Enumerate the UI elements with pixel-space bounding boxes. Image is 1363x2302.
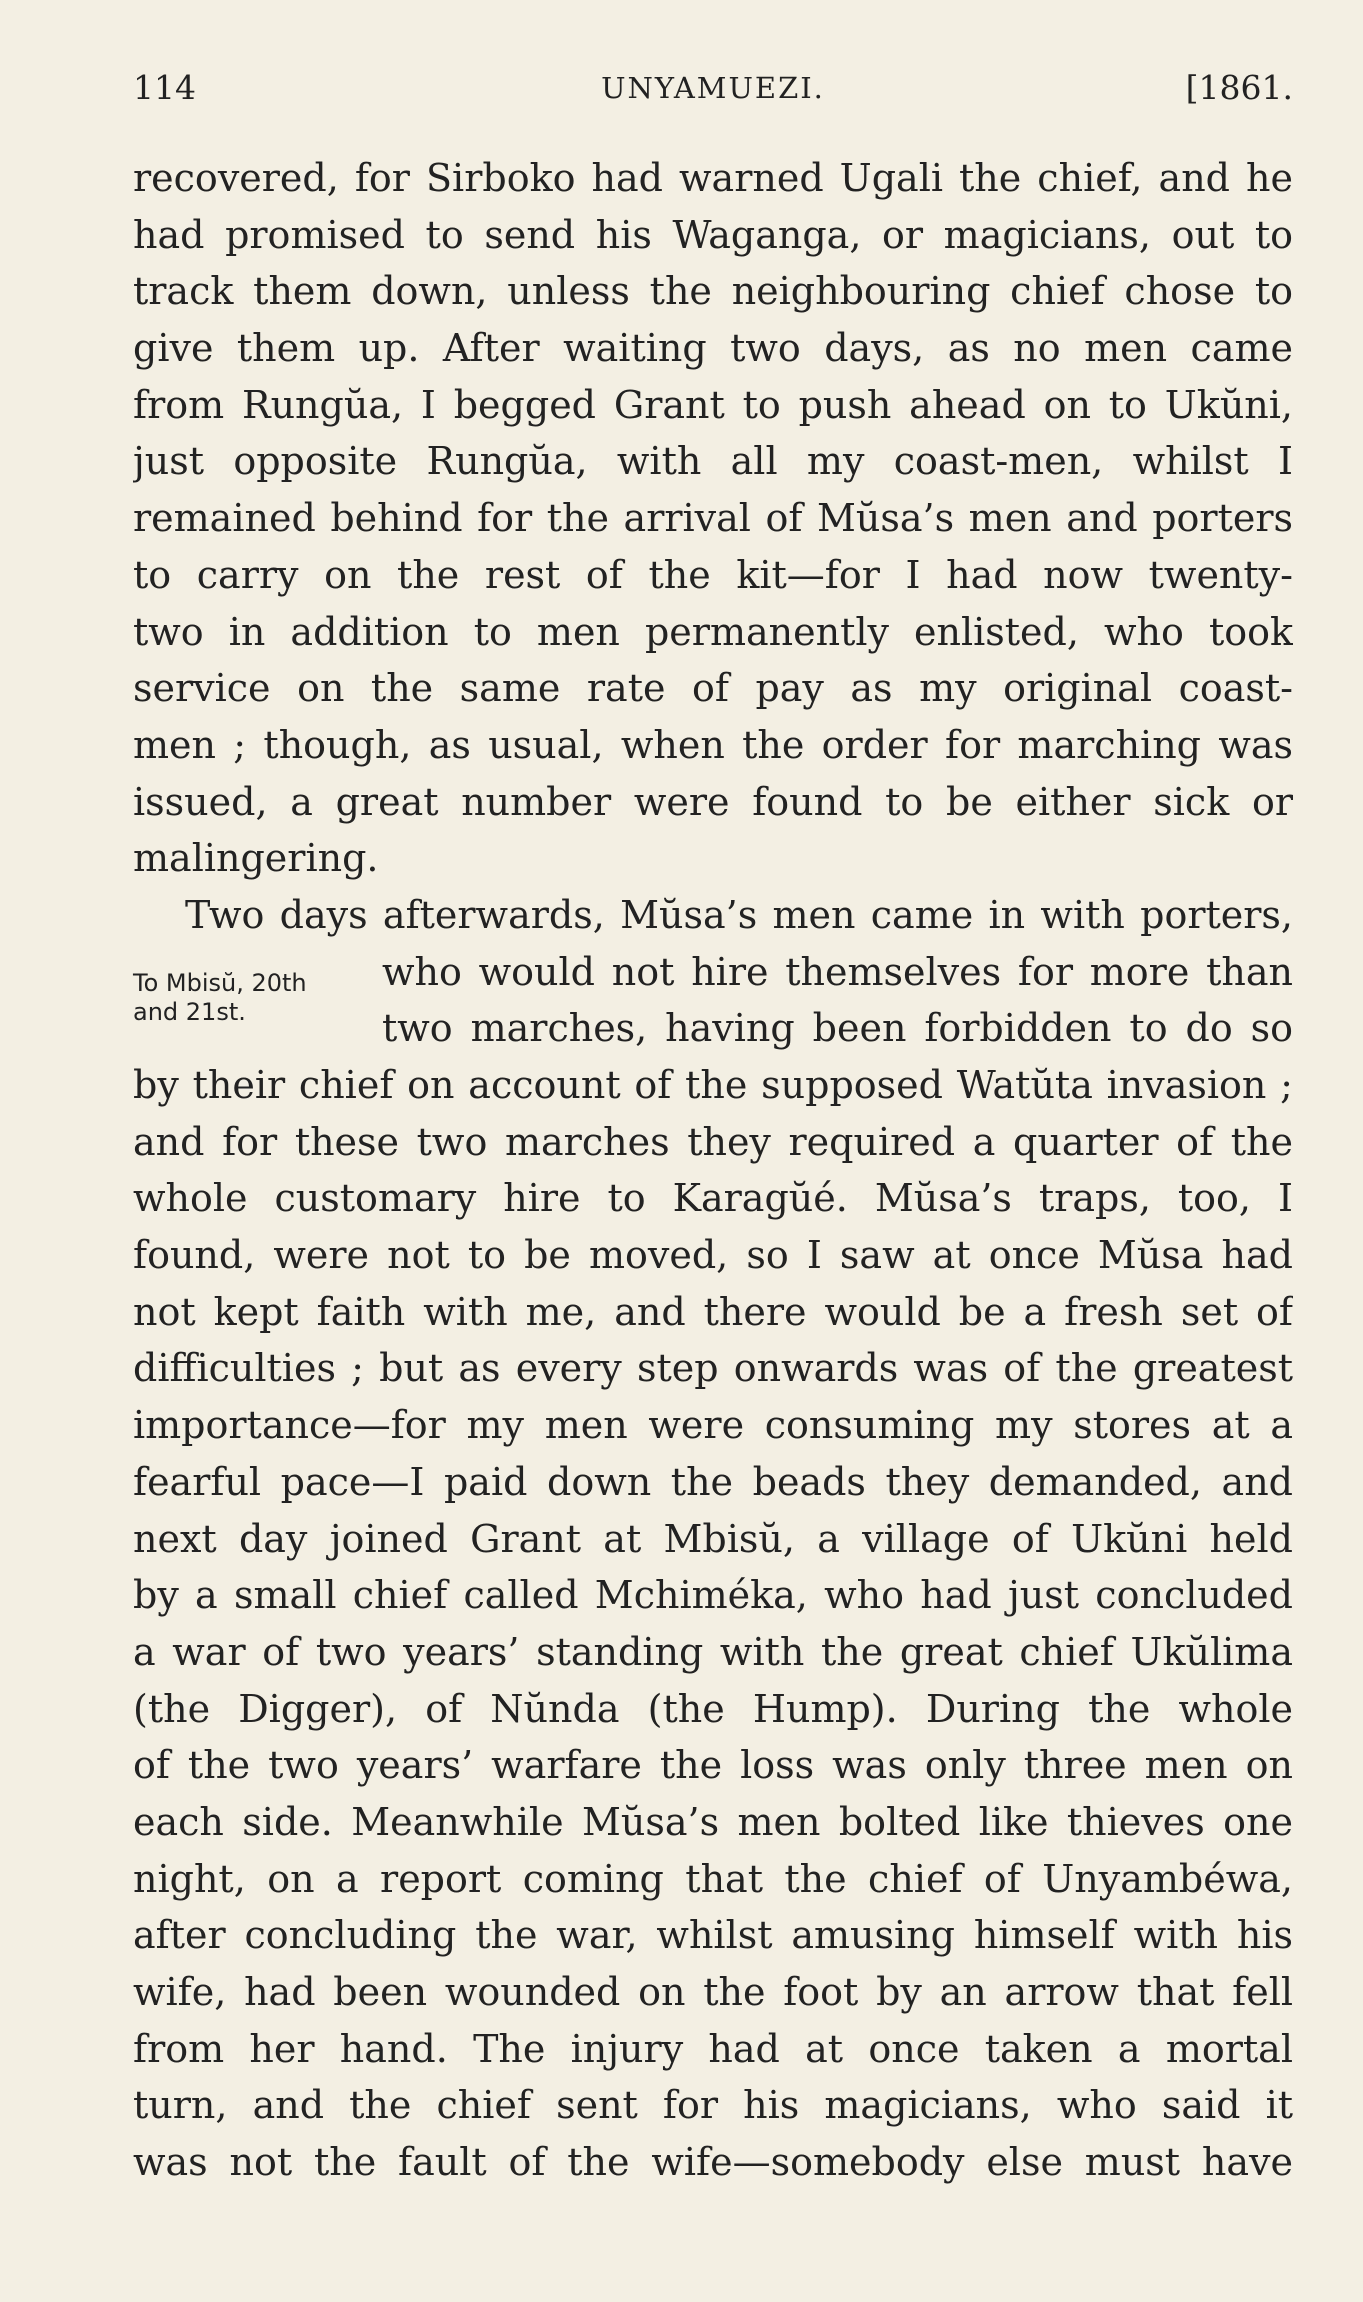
text-line: each side. Meanwhile Mŭsa’s men bolted like thieves one [133,1799,1293,1844]
text-line: fearful pace—I paid down the beads they demanded, and [133,1459,1293,1504]
text-line: give them up. After waiting two days, as no men came [133,326,1293,371]
text-line: to carry on the rest of the kit—for I had now twenty- [133,552,1293,597]
text-line: turn, and the chief sent for his magicians, who said it [133,2083,1293,2128]
text-line: night, on a report coming that the chief of Unyambéwa, [133,1856,1293,1901]
text-line: malingering. [133,836,379,881]
text-line: had promised to send his Waganga, or magicians, out to [133,212,1293,257]
text-line: was not the fault of the wife—somebody else must have [133,2140,1293,2185]
text-line: two marches, having been forbidden to do so [382,1006,1293,1051]
page-header [133,62,1293,114]
page-number: 114 [133,68,196,107]
text-line: men ; though, as usual, when the order for marching was [133,722,1293,767]
text-line: from her hand. The injury had at once taken a mortal [133,2026,1293,2071]
text-line: who would not hire themselves for more than [382,949,1293,994]
text-line: recovered, for Sirboko had warned Ugali the chief, and he [133,156,1293,200]
text-line: issued, a great number were found to be either sick or [133,779,1293,824]
text-line: track them down, unless the neighbouring chief chose to [133,269,1293,314]
text-line: of the two years’ warfare the loss was only three men on [133,1743,1293,1788]
text-line: wife, had been wounded on the foot by an arrow that fell [133,1970,1293,2014]
marginal-note-line: and 21st. [133,998,246,1026]
text-line: Two days afterwards, Mŭsa’s men came in with porters, [185,892,1293,937]
text-line: importance—for my men were consuming my stores at a [133,1403,1293,1448]
text-line: and for these two marches they required a quarter of the [133,1119,1293,1164]
text-line: a war of two years’ standing with the great chief Ukŭlima [133,1629,1293,1674]
text-line: just opposite Rungŭa, with all my coast-men, whilst I [133,439,1293,484]
text-line: by a small chief called Mchiméka, who had just concluded [133,1573,1293,1618]
text-line: not kept faith with me, and there would be a fresh set of [133,1289,1293,1334]
text-line: difficulties ; but as every step onwards was of the greatest [133,1346,1293,1391]
text-line: after concluding the war, whilst amusing himself with his [133,1913,1293,1958]
text-line: service on the same rate of pay as my original coast- [133,666,1293,711]
marginal-note-line: To Mbisŭ, 20th [133,969,307,997]
text-line: next day joined Grant at Mbisŭ, a village of Ukŭni held [133,1516,1293,1561]
running-head: UNYAMUEZI. [601,71,825,105]
text-line: two in addition to men permanently enlisted, who took [133,609,1293,654]
header-year: [1861. [1185,68,1293,107]
text-line: by their chief on account of the supposed Watŭta invasion ; [133,1063,1293,1107]
text-line: remained behind for the arrival of Mŭsa’s men and porters [133,496,1293,541]
text-line: from Rungŭa, I begged Grant to push ahead on to Ukŭni, [133,382,1293,427]
text-line: whole customary hire to Karagŭé. Mŭsa’s traps, too, I [133,1176,1293,1221]
body-text [133,150,1293,2191]
text-line: found, were not to be moved, so I saw at once Mŭsa had [133,1233,1293,1278]
text-line: (the Digger), of Nŭnda (the Hump). During the whole [133,1686,1293,1731]
